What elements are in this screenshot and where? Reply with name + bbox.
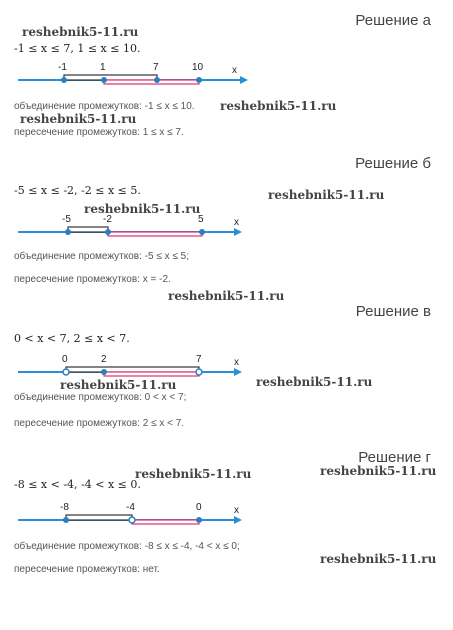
tick-label: -2 — [103, 214, 112, 225]
open-point-marker — [63, 369, 69, 375]
axis-arrow-icon — [234, 516, 242, 524]
number-line-d — [0, 498, 453, 538]
watermark: reshebnik5-11.ru — [60, 378, 177, 392]
watermark: reshebnik5-11.ru — [135, 467, 252, 481]
section-b-inequality: -5 ≤ x ≤ -2, -2 ≤ x ≤ 5. — [14, 184, 141, 197]
section-c-intersection: пересечение промежутков: 2 ≤ x < 7. — [14, 418, 185, 429]
range-1-highlight — [66, 367, 199, 372]
watermark: reshebnik5-11.ru — [220, 99, 337, 113]
section-a-heading: Решение а — [355, 12, 431, 29]
watermark: reshebnik5-11.ru — [22, 25, 139, 39]
open-point-marker — [196, 369, 202, 375]
tick-label: 0 — [62, 354, 68, 365]
range-2-highlight — [104, 372, 199, 376]
section-b-heading: Решение б — [355, 155, 431, 172]
axis-label: x — [234, 505, 239, 516]
watermark: reshebnik5-11.ru — [320, 552, 437, 566]
tick-label: -4 — [126, 502, 135, 513]
tick-label: -1 — [58, 62, 67, 73]
tick-label: 7 — [196, 354, 202, 365]
section-d-heading: Решение г — [358, 449, 431, 466]
range-1-highlight — [68, 227, 108, 232]
section-d-union: объединение промежутков: -8 ≤ x ≤ -4, -4 < x ≤ 0; — [14, 541, 240, 552]
point-marker — [199, 229, 205, 235]
point-marker — [101, 369, 107, 375]
point-marker — [196, 77, 202, 83]
axis-label: x — [234, 217, 239, 228]
section-c-inequality: 0 < x < 7, 2 ≤ x < 7. — [14, 332, 130, 345]
section-a-inequality: -1 ≤ x ≤ 7, 1 ≤ x ≤ 10. — [14, 42, 141, 55]
point-marker — [61, 77, 67, 83]
axis-label: x — [234, 357, 239, 368]
range-2-highlight — [132, 520, 199, 524]
point-marker — [101, 77, 107, 83]
point-marker — [65, 229, 71, 235]
tick-label: 2 — [101, 354, 107, 365]
range-2-highlight — [108, 232, 202, 236]
section-c-union: объединение промежутков: 0 < x < 7; — [14, 392, 187, 403]
section-d-inequality: -8 ≤ x < -4, -4 < x ≤ 0. — [14, 478, 141, 491]
axis-arrow-icon — [240, 76, 248, 84]
open-point-marker — [129, 517, 135, 523]
watermark: reshebnik5-11.ru — [320, 464, 437, 478]
point-marker — [105, 229, 111, 235]
point-marker — [154, 77, 160, 83]
range-1-highlight — [66, 515, 132, 520]
watermark: reshebnik5-11.ru — [168, 289, 285, 303]
section-a-intersection: пересечение промежутков: 1 ≤ x ≤ 7. — [14, 127, 184, 138]
range-1-highlight — [64, 75, 157, 80]
section-d-intersection: пересечение промежутков: нет. — [14, 564, 160, 575]
tick-label: 10 — [192, 62, 204, 73]
section-b-intersection: пересечение промежутков: x = -2. — [14, 274, 171, 285]
range-2-highlight — [104, 80, 199, 84]
watermark: reshebnik5-11.ru — [84, 202, 201, 216]
section-b-union: объединение промежутков: -5 ≤ x ≤ 5; — [14, 251, 189, 262]
tick-label: 7 — [153, 62, 159, 73]
number-line-a — [0, 58, 453, 98]
tick-label: 5 — [198, 214, 204, 225]
number-line-b — [0, 210, 453, 250]
watermark: reshebnik5-11.ru — [268, 188, 385, 202]
point-marker — [196, 517, 202, 523]
axis-arrow-icon — [234, 228, 242, 236]
axis-arrow-icon — [234, 368, 242, 376]
tick-label: 0 — [196, 502, 202, 513]
section-a-union: объединение промежутков: -1 ≤ x ≤ 10. — [14, 101, 195, 112]
watermark: reshebnik5-11.ru — [256, 375, 373, 389]
section-c-heading: Решение в — [355, 303, 431, 320]
tick-label: -5 — [62, 214, 71, 225]
tick-label: 1 — [100, 62, 106, 73]
point-marker — [63, 517, 69, 523]
watermark: reshebnik5-11.ru — [20, 112, 137, 126]
tick-label: -8 — [60, 502, 69, 513]
axis-label: x — [232, 65, 237, 76]
